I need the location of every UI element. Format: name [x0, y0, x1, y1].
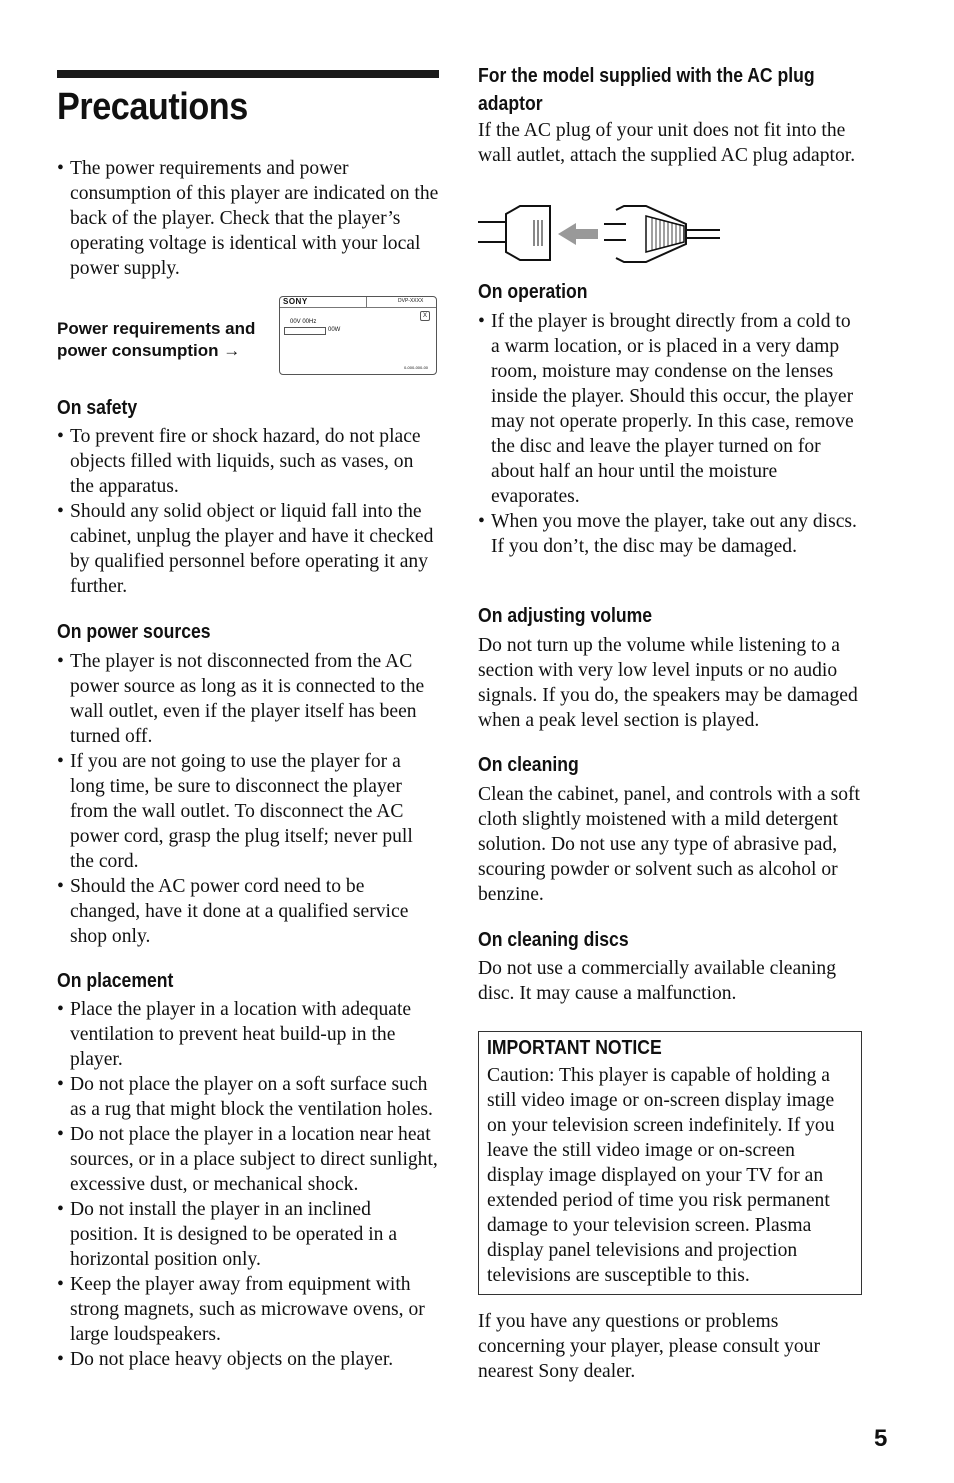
notice-text: Caution: This player is capable of holding a still video image or on-screen display image on your television screen indefinitely. If you leave the still video image or on-screen display image displayed on your TV for an extended period of time you risk permanent damage to your television screen. Plasma display panel televisions and projection televisions are susceptible to this. [487, 1065, 835, 1286]
list-item: • The player is not disconnected from the AC power source as long as it is connected to the wall outlet, even if the player itself has been turned off. [57, 649, 439, 749]
placement-list [57, 997, 439, 1372]
serial-number: 0-000-000-00 [404, 365, 429, 370]
power-sources-heading: On power sources [57, 621, 211, 643]
placement-heading: On placement [57, 970, 174, 992]
list-item: • If you are not going to use the player for a long time, be sure to disconnect the player from the wall outlet. To disconnect the AC power cord, grasp the plug itself; never pull the cord. [57, 749, 439, 874]
operation-list [478, 309, 864, 559]
volume-heading: On adjusting volume [478, 605, 653, 627]
page-number: 5 [874, 1425, 888, 1452]
list-item: • Do not place heavy objects on the player. [57, 1347, 439, 1372]
page-title: Precautions [57, 86, 248, 128]
list-item: • Place the player in a location with adequate ventilation to prevent heat build-up in the player. [57, 997, 439, 1072]
rating-plate-illustration [279, 296, 437, 375]
list-item: • Do not place the player in a location near heat sources, or in a place subject to direct sunlight, excessive dust, or mechanical shock. [57, 1122, 439, 1197]
list-item: • Do not install the player in an inclined position. It is designed to be operated in a horizontal position only. [57, 1197, 439, 1272]
ac-plug-text: If the AC plug of your unit does not fit into the wall autlet, attach the supplied AC plug adaptor. [478, 120, 856, 166]
power-sources-list [57, 649, 439, 949]
ac-plug-adaptor-illustration [476, 202, 726, 266]
list-item: • When you move the player, take out any discs. If you don’t, the disc may be damaged. [478, 509, 864, 559]
brand-logo: SONY [283, 297, 308, 306]
intro-list [57, 156, 439, 281]
safety-list [57, 424, 439, 599]
cleaning-text: Clean the cabinet, panel, and controls with a soft cloth slightly moistened with a mild detergent solution. Do not use any type of abrasive pad, scouring powder or solvent such as alcohol or benzine. [478, 784, 860, 905]
list-item: • To prevent fire or shock hazard, do not place objects filled with liquids, such as vases, on the apparatus. [57, 424, 439, 499]
plug-body [616, 206, 686, 262]
cleaning-heading: On cleaning [478, 754, 579, 776]
volume-text: Do not turn up the volume while listening to a section with very low level inputs or no audio signals. If you do, the speakers may be damaged when a peak level section is played. [478, 635, 858, 731]
important-notice-box [478, 1031, 862, 1295]
list-item: • Keep the player away from equipment with strong magnets, such as microwave ovens, or large loudspeakers. [57, 1272, 439, 1347]
safety-heading: On safety [57, 397, 138, 419]
rating-plate-divider [366, 297, 367, 307]
list-item: • If the player is brought directly from a cold to a warm location, or is placed in a very damp room, moisture may condense on the lenses inside the player. Should this occur, the player may not operate properly. In this case, remove the disc and leave the player turned on for about half an hour until the moisture evaporates. [478, 309, 864, 509]
figure-label-line2: power consumption → [57, 341, 241, 360]
cleaning-discs-heading: On cleaning discs [478, 929, 629, 951]
cleaning-discs-text: Do not use a commercially available cleaning disc. It may cause a malfunction. [478, 958, 836, 1004]
ac-plug-heading-line2: adaptor [478, 93, 543, 115]
closing-text: If you have any questions or problems concerning your player, please consult your nearest Sony dealer. [478, 1311, 820, 1382]
wattage-rating: 00W [328, 327, 341, 333]
ac-plug-heading-line1: For the model supplied with the AC plug [478, 65, 815, 87]
title-rule [57, 70, 439, 78]
figure-label [57, 318, 279, 362]
operation-heading: On operation [478, 281, 588, 303]
notice-heading: IMPORTANT NOTICE [487, 1037, 662, 1059]
rating-box [284, 327, 326, 335]
list-item: • Should the AC power cord need to be changed, have it done at a qualified service shop only. [57, 874, 439, 949]
list-item: • Should any solid object or liquid fall into the cabinet, unplug the player and have it checked by qualified personnel before operating it any further. [57, 499, 439, 599]
rating-mark: X [420, 311, 430, 321]
arrow-left-icon [558, 223, 598, 245]
list-item: • The power requirements and power consumption of this player are indicated on the back of the player. Check that the player’s operating voltage is identical with your local power supply. [57, 156, 439, 281]
adaptor-body [506, 206, 550, 260]
figure-label-line1: Power requirements and [57, 319, 256, 338]
model-number: DVP-XXXX [398, 298, 424, 304]
voltage-rating: 00V 00Hz [290, 319, 317, 325]
list-item: • Do not place the player on a soft surface such as a rug that might block the ventilation holes. [57, 1072, 439, 1122]
